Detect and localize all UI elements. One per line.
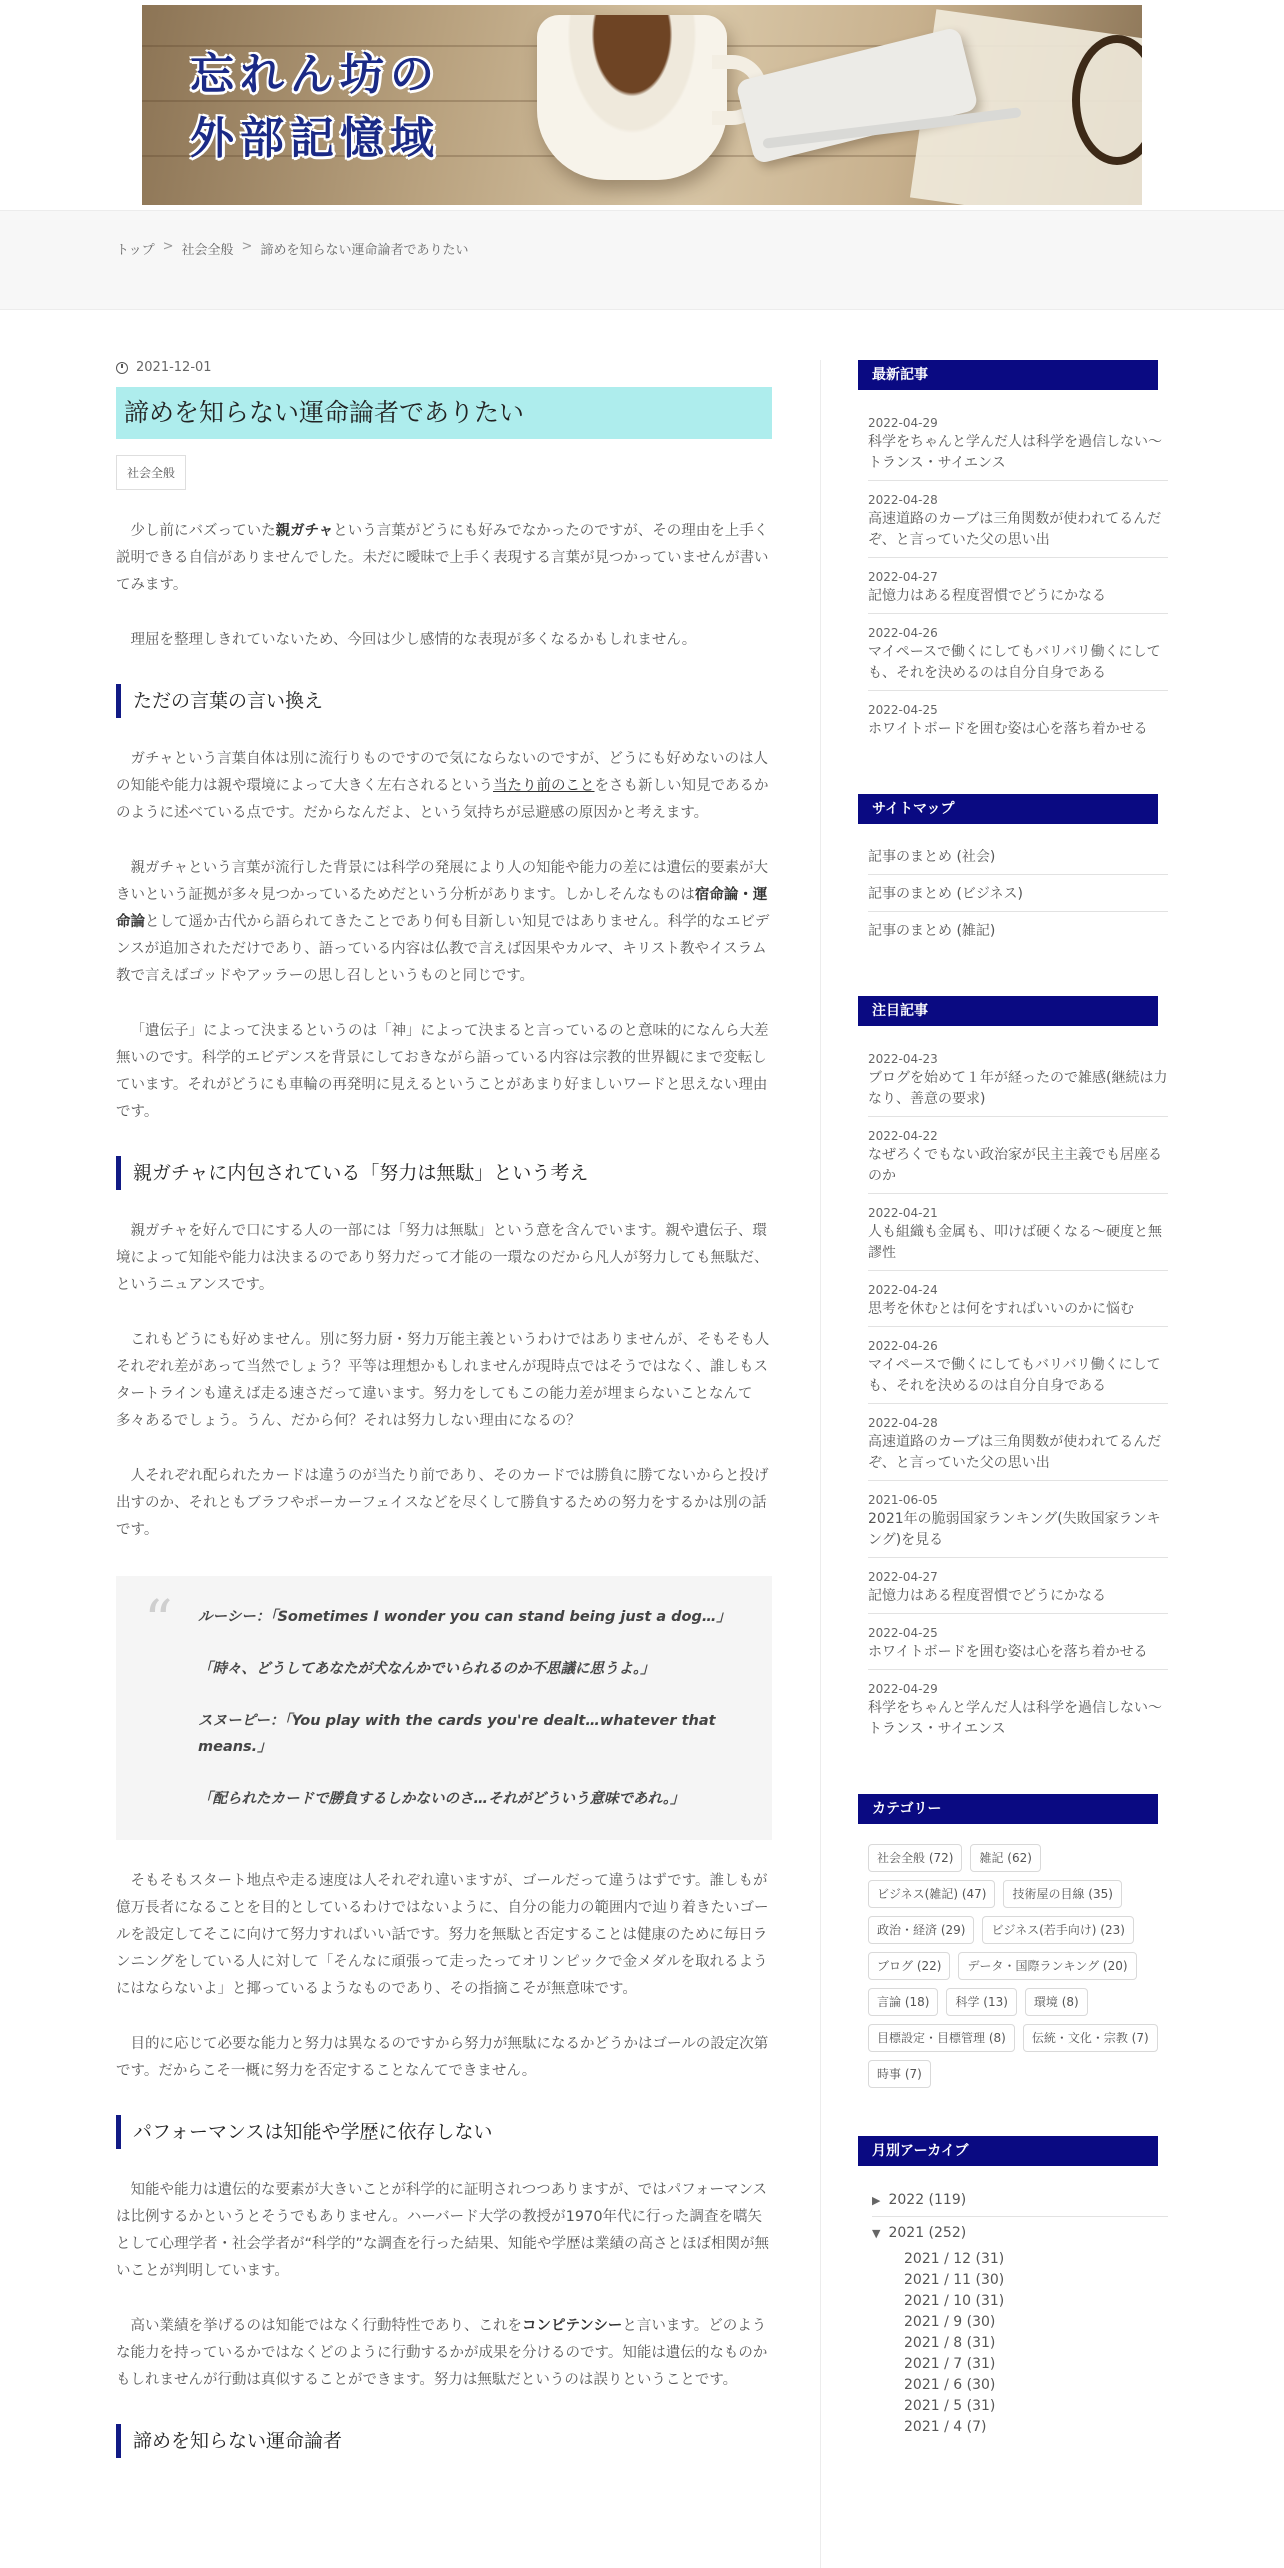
quote-mark-icon: “ <box>144 1589 173 1654</box>
paragraph: 理屈を整理しきれていないため、今回は少し感情的な表現が多くなるかもしれません。 <box>130 632 697 648</box>
category-chip[interactable]: データ・国際ランキング (20) <box>958 1952 1136 1980</box>
paragraph: 少し前にバズっていた親ガチャという言葉がどうにも好みでなかったのですが、その理由を上手く説明できる自信がありませんでした。未だに曖昧で上手く表現する言葉が見つかっていませんが書いてみます。 <box>116 523 769 593</box>
paragraph: 「遺伝子」によって決まるというのは「神」によって決まると言っているのと意味的になんら大差無いのです。科学的エビデンスを背景にしておきながら語っている内容は宗教的世界観にまで変転しています。それがどうにも車輪の再発明に見えるということがあまり好ましいワードと思えない理由です。 <box>116 1023 769 1120</box>
archive-month-link[interactable]: 2021 / 12 (31) <box>904 2251 1005 2267</box>
post-title: 諦めを知らない運命論者でありたい <box>116 387 772 439</box>
widget-title: サイトマップ <box>858 794 1158 824</box>
clock-icon <box>116 362 128 374</box>
list-item[interactable]: 2022-04-25 ホワイトボードを囲む姿は心を落ち着かせる <box>868 703 1148 737</box>
sitemap-link[interactable]: 記事のまとめ (社会) <box>868 838 1168 875</box>
list-item[interactable]: 2022-04-26 マイペースで働くにしてもバリバリ働くにしても、それを決めるのは自分自身である <box>868 1327 1168 1404</box>
sitemap-widget <box>858 794 1168 948</box>
paragraph: ガチャという言葉自体は別に流行りものですので気にならないのですが、どうにも好めないのは人の知能や能力は親や環境によって大きく左右されるという当たり前のことをさも新しい知見であるかのように述べている点です。だからなんだよ、という気持ちが忌避感の原因かと考えます。 <box>116 751 769 821</box>
category-widget <box>858 1794 1168 2088</box>
archive-month-link[interactable]: 2021 / 11 (30) <box>904 2272 1005 2288</box>
list-item[interactable]: 2022-04-26 マイペースで働くにしてもバリバリ働くにしても、それを決めるのは自分自身である <box>868 614 1168 691</box>
category-chip[interactable]: 科学 (13) <box>946 1988 1016 2016</box>
post-category-tag[interactable]: 社会全般 <box>116 455 186 490</box>
header-banner[interactable] <box>142 5 1142 205</box>
section-heading: 諦めを知らない運命論者 <box>116 2424 772 2458</box>
list-item[interactable]: 2021-06-05 2021年の脆弱国家ランキング(失敗国家ランキング)を見る <box>868 1481 1168 1558</box>
recent-posts-widget <box>858 360 1168 746</box>
list-item[interactable]: 2022-04-22 なぜろくでもない政治家が民主主義でも居座るのか <box>868 1117 1168 1194</box>
archive-year-2022[interactable]: ▶ 2022 (119) <box>872 2184 1168 2217</box>
breadcrumb <box>116 239 468 258</box>
archive-month-link[interactable]: 2021 / 4 (7) <box>904 2419 987 2435</box>
breadcrumb-top[interactable]: トップ <box>116 243 155 258</box>
archive-month-link[interactable]: 2021 / 8 (31) <box>904 2335 996 2351</box>
widget-title: 最新記事 <box>858 360 1158 390</box>
list-item[interactable]: 2022-04-28 高速道路のカーブは三角関数が使われてるんだぞ、と言っていた父の思い出 <box>868 481 1168 558</box>
sitemap-link[interactable]: 記事のまとめ (雑記) <box>868 923 996 939</box>
paragraph: 目的に応じて必要な能力と努力は異なるのですから努力が無駄になるかどうかはゴールの設定次第です。だからこそ一概に努力を否定することなんてできません。 <box>116 2036 769 2079</box>
sitemap-link[interactable]: 記事のまとめ (ビジネス) <box>868 875 1168 912</box>
list-item[interactable]: 2022-04-23 ブログを始めて１年が経ったので雑感(継続は力なり、善意の要求) <box>868 1040 1168 1117</box>
breadcrumb-separator: > <box>162 239 174 254</box>
quote-line: 「配られたカードで勝負するしかないのさ…それがどういう意味であれ。」 <box>198 1791 685 1807</box>
archive-months <box>872 2249 1168 2438</box>
widget-title: 月別アーカイブ <box>858 2136 1158 2166</box>
archive-year-2021[interactable]: ▼ 2021 (252) <box>872 2225 967 2241</box>
popular-posts-widget <box>858 996 1168 1746</box>
list-item[interactable]: 2022-04-27 記憶力はある程度習慣でどうにかなる <box>868 1558 1168 1614</box>
paragraph: 知能や能力は遺伝的な要素が大きいことが科学的に証明されつつありますが、ではパフォーマンスは比例するかというとそうでもありません。ハーバード大学の教授が1970年代に行った調査を嚆矢として心理学者・社会学者が“科学的”な調査を行った結果、知能や学歴は業績の高さとほぼ相関が無いことが判明しています。 <box>116 2182 770 2279</box>
list-item[interactable]: 2022-04-27 記憶力はある程度習慣でどうにかなる <box>868 558 1168 614</box>
list-item[interactable]: 2022-04-29 科学をちゃんと学んだ人は科学を過信しない～トランス・サイエンス <box>868 404 1168 481</box>
list-item[interactable]: 2022-04-25 ホワイトボードを囲む姿は心を落ち着かせる <box>868 1614 1168 1670</box>
category-chip[interactable]: 雑記 (62) <box>970 1844 1040 1872</box>
category-chip[interactable]: 伝統・文化・宗教 (7) <box>1023 2024 1158 2052</box>
category-chip[interactable]: ブログ (22) <box>868 1952 950 1980</box>
category-chip[interactable]: 技術屋の目線 (35) <box>1003 1880 1121 1908</box>
post-date-row <box>116 360 772 375</box>
breadcrumb-bar <box>0 210 1284 310</box>
triangle-down-icon: ▼ <box>872 2226 881 2240</box>
section-heading: パフォーマンスは知能や学歴に依存しない <box>116 2115 772 2149</box>
list-item[interactable]: 2022-04-21 人も組織も金属も、叩けば硬くなる～硬度と無謬性 <box>868 1194 1168 1271</box>
category-chip[interactable]: 社会全般 (72) <box>868 1844 962 1872</box>
archive-month-link[interactable]: 2021 / 7 (31) <box>904 2356 996 2372</box>
widget-title: カテゴリー <box>858 1794 1158 1824</box>
paragraph: これもどうにも好めません。別に努力厨・努力万能主義というわけではありませんが、そもそも人それぞれ差があって当然でしょう？平等は理想かもしれませんが現時点ではそうではなく、誰しもスタートラインも違えば走る速さだって違います。努力をしてもこの能力差が埋まらないことなんて多々あるでしょう。うん、だから何？それは努力しない理由になるの？ <box>116 1332 770 1429</box>
article <box>116 360 772 2458</box>
list-item[interactable]: 2022-04-29 科学をちゃんと学んだ人は科学を過信しない～トランス・サイエンス <box>868 1682 1162 1737</box>
site-title: 忘れん坊の 外部記憶域 <box>190 49 440 164</box>
archive-month-link[interactable]: 2021 / 5 (31) <box>904 2398 996 2414</box>
category-chip[interactable]: ビジネス(若手向け) (23) <box>982 1916 1133 1944</box>
breadcrumb-current: 諦めを知らない運命論者でありたい <box>260 243 469 258</box>
column-divider <box>820 360 821 2568</box>
quote-line: スヌーピー：「You play with the cards you're dealt…whatever that means.」 <box>198 1713 716 1755</box>
triangle-right-icon: ▶ <box>872 2193 881 2207</box>
paragraph: 人それぞれ配られたカードは違うのが当たり前であり、そのカードでは勝負に勝てないからと投げ出すのか、それともブラフやポーカーフェイスなどを尽くして勝負するための努力をするかは別の話です。 <box>116 1468 769 1538</box>
post-date: 2021-12-01 <box>136 360 212 375</box>
breadcrumb-separator: > <box>241 239 253 254</box>
paragraph: 高い業績を挙げるのは知能ではなく行動特性であり、これをコンピテンシーと言います。どのような能力を持っているかではなくどのように行動するかが成果を分けるのです。知能は遺伝的なものかもしれませんが行動は真似することができます。努力は無駄だというのは誤りということです。 <box>116 2318 768 2388</box>
category-chip[interactable]: 時事 (7) <box>868 2060 931 2088</box>
paragraph: 親ガチャを好んで口にする人の一部には「努力は無駄」という意を含んでいます。親や遺伝子、環境によって知能や能力は決まるのであり努力だって才能の一環なのだから凡人が努力しても無駄だ、というニュアンスです。 <box>116 1223 769 1293</box>
archive-month-link[interactable]: 2021 / 6 (30) <box>904 2377 996 2393</box>
breadcrumb-category[interactable]: 社会全般 <box>181 243 234 258</box>
sidebar <box>858 360 1168 2486</box>
category-chip[interactable]: 環境 (8) <box>1025 1988 1088 2016</box>
site-header <box>0 0 1284 210</box>
paragraph: そもそもスタート地点や走る速度は人それぞれ違いますが、ゴールだって違うはずです。誰しもが億万長者になることを目的としているわけではないように、自分の能力の範囲内で辿り着きたいゴールを設定してそこに向けて努力すればいい話です。努力を無駄と否定することは健康のために毎日ランニングをしている人に対して「そんなに頑張って走ったってオリンピックで金メダルを取れるようにはならないよ」と揶っているようなものであり、その指摘こそが無意味です。 <box>116 1873 769 1997</box>
quote-line: 「時々、どうしてあなたが犬なんかでいられるのか不思議に思うよ。」 <box>198 1661 655 1677</box>
category-chip[interactable]: 言論 (18) <box>868 1988 938 2016</box>
category-chip[interactable]: 目標設定・目標管理 (8) <box>868 2024 1015 2052</box>
paragraph: 親ガチャという言葉が流行した背景には科学の発展により人の知能や能力の差には遺伝的要素が大きいという証拠が多々見つかっているためだという分析があります。しかしそんなものは宿命論・運命論として遥か古代から語られてきたことであり何も目新しい知見ではありません。科学的なエビデンスが追加されただけであり、語っている内容は仏教で言えば因果やカルマ、キリスト教やイスラム教で言えばゴッドやアッラーの思し召しというものと同じです。 <box>116 860 770 984</box>
section-heading: ただの言葉の言い換え <box>116 684 772 718</box>
archive-widget <box>858 2136 1168 2438</box>
widget-title: 注目記事 <box>858 996 1158 1026</box>
inline-link[interactable]: 当たり前のこと <box>493 778 595 794</box>
archive-month-link[interactable]: 2021 / 10 (31) <box>904 2293 1005 2309</box>
section-heading: 親ガチャに内包されている「努力は無駄」という考え <box>116 1156 772 1190</box>
list-item[interactable]: 2022-04-28 高速道路のカーブは三角関数が使われてるんだぞ、と言っていた父の思い出 <box>868 1404 1168 1481</box>
category-chip[interactable]: 政治・経済 (29) <box>868 1916 974 1944</box>
quote-line: ルーシー：「Sometimes I wonder you can stand being just a dog…」 <box>198 1609 731 1625</box>
coffee-cup-image <box>537 15 727 180</box>
list-item[interactable]: 2022-04-24 思考を休むとは何をすればいいのかに悩む <box>868 1271 1168 1327</box>
blockquote <box>116 1576 772 1840</box>
archive-month-link[interactable]: 2021 / 9 (30) <box>904 2314 996 2330</box>
category-chip[interactable]: ビジネス(雑記) (47) <box>868 1880 995 1908</box>
